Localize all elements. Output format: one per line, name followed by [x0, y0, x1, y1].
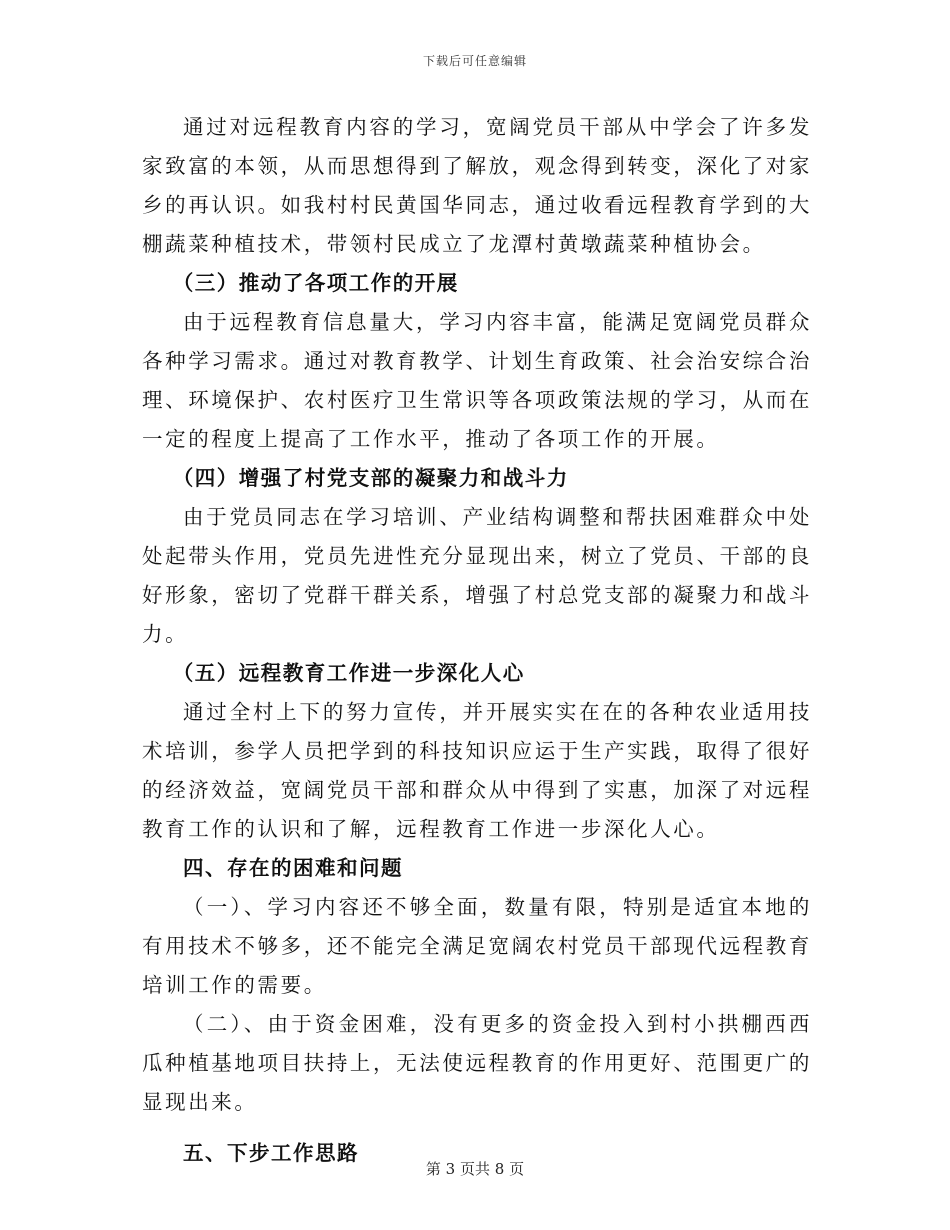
section-heading-4: （四）增强了村党支部的凝聚力和战斗力 [172, 466, 569, 490]
paragraph: 由于远程教育信息量大，学习内容丰富，能满足宽阔党员群众各种学习需求。通过对教育教学、计划生育政策、社会治安综合治理、环境保护、农村医疗卫生常识等各项政策法规的学习，从而在一定的程度上提高了工作水平，推动了各项工作的开展。 [142, 310, 812, 451]
section-heading-5: （五）远程教育工作进一步深化人心 [172, 661, 525, 685]
paragraph: （二）、由于资金困难，没有更多的资金投入到村小拱棚西西瓜种植基地项目扶持上，无法使远程教育的作用更好、范围更广的显现出来。 [142, 1012, 812, 1114]
page-header: 下载后可任意编辑 [422, 54, 527, 68]
page-footer: 第 3 页共 8 页 [425, 1160, 525, 1178]
paragraph: 由于党员同志在学习培训、产业结构调整和帮扶困难群众中处处起带头作用，党员先进性充分显现出来，树立了党员、干部的良好形象，密切了党群干群关系，增强了村总党支部的凝聚力和战斗力。 [142, 505, 812, 646]
chapter-heading-next-steps: 五、下步工作思路 [183, 1141, 359, 1165]
section-heading-3: （三）推动了各项工作的开展 [172, 271, 459, 295]
paragraph: 通过对远程教育内容的学习，宽阔党员干部从中学会了许多发家致富的本领，从而思想得到了解放，观念得到转变，深化了对家乡的再认识。如我村村民黄国华同志，通过收看远程教育学到的大棚蔬菜种植技术，带领村民成立了龙潭村黄墩蔬菜种植协会。 [142, 115, 812, 256]
document-body [142, 108, 812, 1173]
chapter-heading-difficulties: 四、存在的困难和问题 [183, 856, 403, 880]
paragraph: （一）、学习内容还不够全面，数量有限，特别是适宜本地的有用技术不够多，还不能完全满足宽阔农村党员干部现代远程教育培训工作的需要。 [142, 895, 812, 997]
paragraph: 通过全村上下的努力宣传，并开展实实在在的各种农业适用技术培训，参学人员把学到的科技知识应运于生产实践，取得了很好的经济效益，宽阔党员干部和群众从中得到了实惠，加深了对远程教育工作的认识和了解，远程教育工作进一步深化人心。 [142, 700, 812, 841]
